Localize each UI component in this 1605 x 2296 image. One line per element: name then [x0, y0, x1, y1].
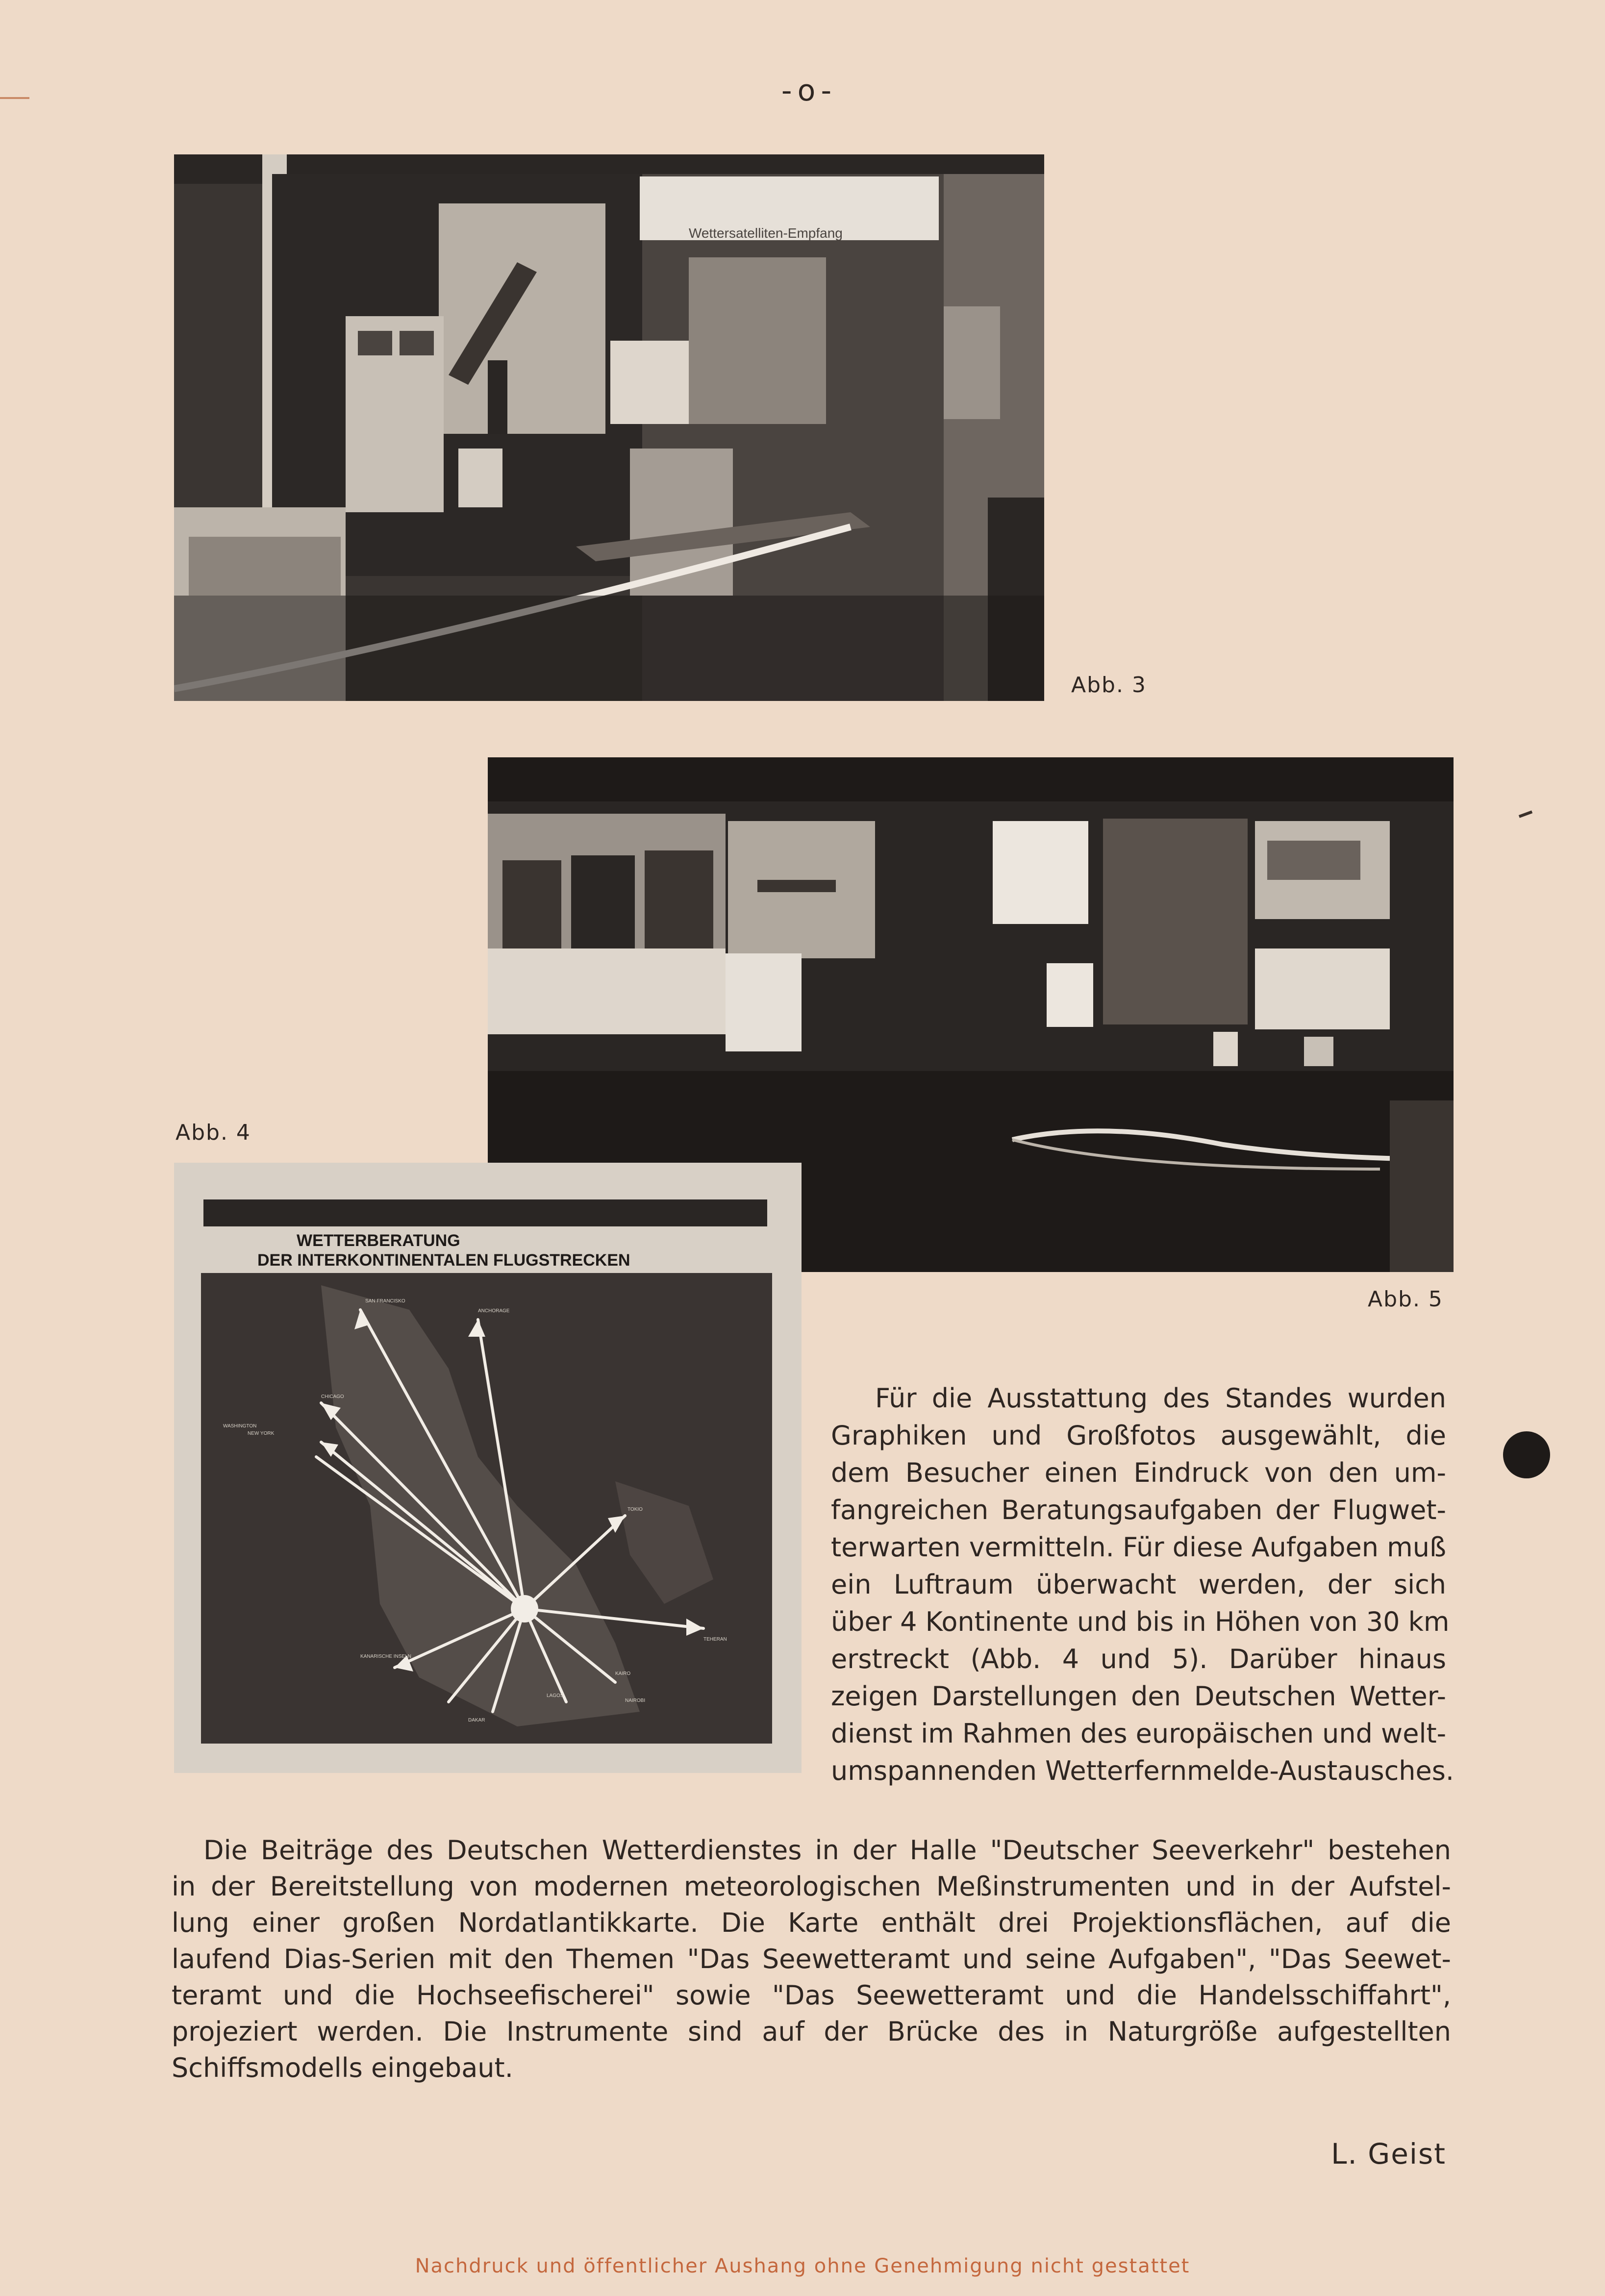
- text-line: laufend Dias-Serien mit den Themen "Das Seewetteramt und seine Aufgaben", "Das Seewet-: [172, 1944, 1451, 1974]
- body-paragraph: [172, 1832, 1451, 2086]
- map-label-san-francisco: SAN FRANCISKO: [365, 1298, 405, 1304]
- text-line: projeziert werden. Die Instrumente sind auf der Brücke des in Naturgröße aufgestellten: [172, 2016, 1451, 2047]
- text-line: fangreichen Beratungsaufgaben der Flugwet-: [831, 1495, 1446, 1525]
- map-label-tokio: TOKIO: [627, 1507, 643, 1512]
- text-line: Die Beiträge des Deutschen Wetterdienstes in der Halle "Deutscher Seeverkehr" bestehen: [203, 1835, 1451, 1866]
- caption-abb4: Abb. 4: [176, 1120, 251, 1145]
- margin-mark: [0, 97, 29, 99]
- author-signature: L. Geist: [1331, 2137, 1446, 2171]
- punch-hole: [1503, 1431, 1550, 1478]
- text-line: erstreckt (Abb. 4 und 5). Darüber hinaus: [831, 1644, 1446, 1674]
- text-line: umspannenden Wetterfernmelde-Austausches.: [831, 1755, 1455, 1786]
- map-title-line2: DER INTERKONTINENTALEN FLUGSTRECKEN: [257, 1251, 630, 1270]
- text-line: dienst im Rahmen des europäischen und welt-: [831, 1718, 1447, 1749]
- text-line: Für die Ausstattung des Standes wurden: [875, 1383, 1446, 1414]
- ink-speck: [1519, 810, 1532, 818]
- map-label-washington: WASHINGTON: [223, 1423, 257, 1429]
- text-line: Graphiken und Großfotos ausgewählt, die: [831, 1420, 1446, 1451]
- side-paragraph: [831, 1380, 1455, 1790]
- text-line: über 4 Kontinente und bis in Höhen von 30 km: [831, 1606, 1450, 1637]
- map-label-lagos: LAGOS: [547, 1693, 564, 1698]
- map-label-chicago: CHICAGO: [321, 1394, 344, 1399]
- text-line: ein Luftraum überwacht werden, der sich: [831, 1569, 1446, 1600]
- page-number: -o-: [781, 74, 837, 108]
- photo-abb3-exhibition-stand: [174, 154, 1044, 701]
- map-label-dakar: DAKAR: [468, 1718, 485, 1723]
- banner-text: Wettersatelliten-Empfang: [689, 225, 843, 241]
- map-label-kanarische-inseln: KANARISCHE INSELN: [360, 1654, 411, 1659]
- caption-abb3: Abb. 3: [1071, 673, 1147, 698]
- map-label-new-york: NEW YORK: [248, 1431, 275, 1436]
- text-line: teramt und die Hochseefischerei" sowie "Das Seewetteramt und die Handelsschiffahrt",: [172, 1980, 1451, 2011]
- map-label-teheran: TEHERAN: [703, 1637, 727, 1642]
- map-label-nairobi: NAIROBI: [625, 1698, 646, 1703]
- text-line: dem Besucher einen Eindruck von den um-: [831, 1457, 1446, 1488]
- photo-abb4-flight-route-map: [174, 1163, 802, 1773]
- map-title-line1: WETTERBERATUNG: [297, 1231, 460, 1250]
- copyright-footer: Nachdruck und öffentlicher Aushang ohne Genehmigung nicht gestattet: [415, 2255, 1190, 2277]
- text-line: Schiffsmodells eingebaut.: [172, 2052, 513, 2083]
- map-label-kairo: KAIRO: [615, 1671, 631, 1676]
- map-label-anchorage: ANCHORAGE: [478, 1308, 510, 1314]
- text-line: terwarten vermitteln. Für diese Aufgaben muß: [831, 1532, 1446, 1563]
- caption-abb5: Abb. 5: [1368, 1287, 1443, 1312]
- text-line: zeigen Darstellungen den Deutschen Wetter-: [831, 1681, 1446, 1712]
- text-line: lung einer großen Nordatlantikkarte. Die Karte enthält drei Projektionsflächen, auf die: [172, 1907, 1451, 1938]
- text-line: in der Bereitstellung von modernen meteorologischen Meßinstrumenten und in der Aufstel-: [172, 1871, 1451, 1902]
